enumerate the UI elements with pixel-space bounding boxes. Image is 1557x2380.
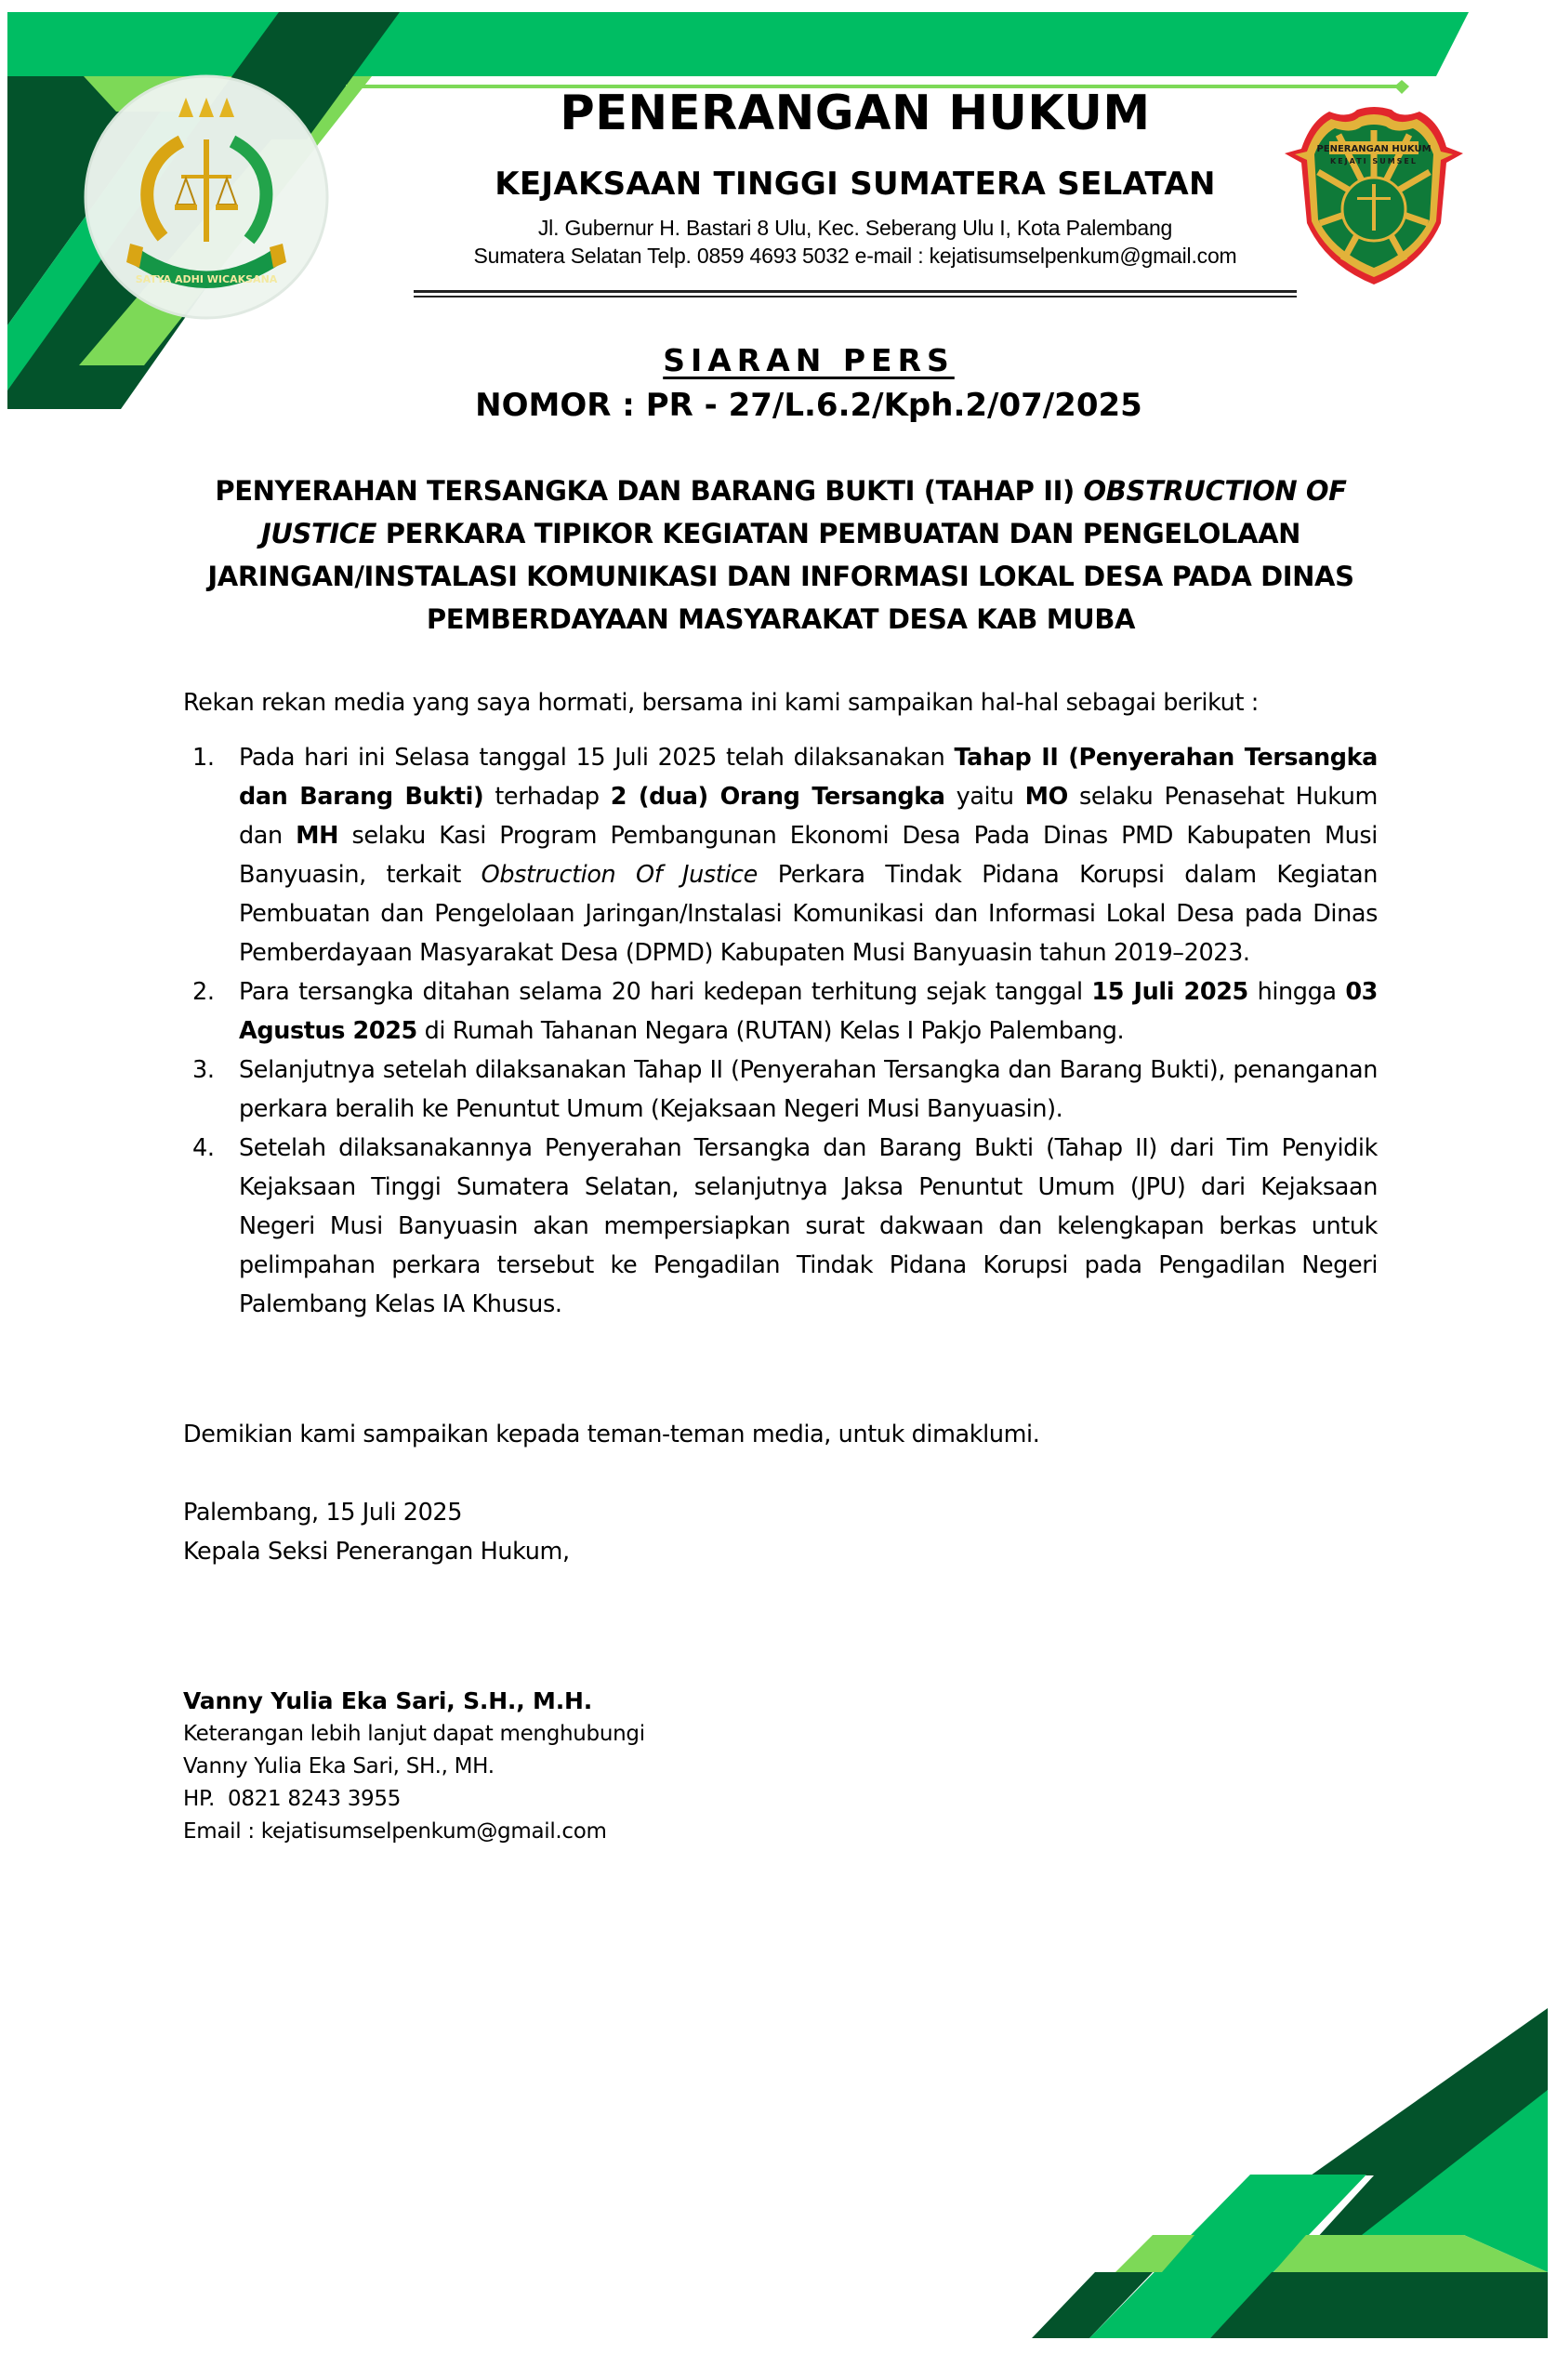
- signer-role: Kepala Seksi Penerangan Hukum,: [183, 1538, 570, 1566]
- headline-part-1: PENYERAHAN TERSANGKA DAN BARANG BUKTI (TAHAP II): [215, 475, 1084, 507]
- list-item: [183, 972, 1378, 1051]
- list-item-number: 2.: [192, 978, 215, 1006]
- list-item: [183, 1129, 1378, 1324]
- list-item-text: MO: [1024, 783, 1068, 811]
- list-item-text: hingga: [1247, 978, 1346, 1006]
- address-line-1: Jl. Gubernur H. Bastari 8 Ulu, Kec. Seberang Ulu I, Kota Palembang: [537, 216, 1173, 240]
- place-date: Palembang, 15 Juli 2025: [183, 1499, 463, 1527]
- headline-italic: OBSTRUCTION OF JUSTICE: [260, 475, 1347, 549]
- list-item: [183, 738, 1378, 972]
- list-item-text: selaku Kasi Program Pembangunan Ekonomi Desa Pada Dinas PMD Kabupaten Musi Banyuasin, terkait: [239, 822, 1378, 889]
- numbered-list: [183, 738, 1378, 1324]
- list-item-number: 4.: [192, 1134, 215, 1162]
- list-item-text: yaitu: [944, 783, 1025, 811]
- headline-part-3: PERKARA TIPIKOR KEGIATAN PEMBUATAN DAN PENGELOLAAN JARINGAN/INSTALASI KOMUNIKASI DAN INFORMASI LOKAL DESA PADA DINAS PEMBERDAYAAN MASYARAKAT DESA KAB MUBA: [207, 518, 1354, 635]
- contact-line-2: Vanny Yulia Eka Sari, SH., MH.: [183, 1754, 495, 1778]
- list-item-text: Pada hari ini Selasa tanggal 15 Juli 2025 telah dilaksanakan: [239, 744, 955, 772]
- headline: [177, 469, 1385, 641]
- list-item-number: 1.: [192, 744, 215, 772]
- list-item-number: 3.: [192, 1056, 215, 1084]
- address-line-2: Sumatera Selatan Telp. 0859 4693 5032 e-mail : kejatisumselpenkum@gmail.com: [473, 244, 1237, 268]
- list-item-text: 2 (dua) Orang Tersangka: [610, 783, 945, 811]
- list-item-text: MH: [296, 822, 339, 850]
- footer-decoration: [1032, 2008, 1548, 2338]
- header-divider-bottom: [414, 296, 1297, 298]
- list-item-text: selaku Penasehat Hukum dan: [239, 783, 1378, 850]
- signer-name: Vanny Yulia Eka Sari, S.H., M.H.: [183, 1687, 593, 1714]
- release-label: [0, 342, 1557, 378]
- list-item-text: di Rumah Tahanan Negara (RUTAN) Kelas I Pakjo Palembang.: [416, 1017, 1125, 1045]
- svg-text:PENERANGAN HUKUM: PENERANGAN HUKUM: [1316, 144, 1432, 154]
- contact-email[interactable]: Email : kejatisumselpenkum@gmail.com: [183, 1819, 607, 1844]
- list-item-text: Obstruction Of Justice: [481, 861, 758, 889]
- closing-paragraph: Demikian kami sampaikan kepada teman-teman media, untuk dimaklumi.: [183, 1421, 1040, 1448]
- page-title: PENERANGAN HUKUM: [560, 86, 1151, 141]
- list-item-text: Tahap II (Penyerahan Tersangka dan Barang Bukti): [239, 744, 1378, 811]
- list-item-text: Perkara Tindak Pidana Korupsi dalam Kegiatan Pembuatan dan Pengelolaan Jaringan/Instalasi Komunikasi dan Informasi Lokal Desa pada Dinas Pemberdayaan Masyarakat Desa (DPMD) Kabupaten Musi Banyuasin tahun 2019–2023.: [239, 861, 1379, 967]
- list-item-text: terhadap: [483, 783, 611, 811]
- contact-line-1: Keterangan lebih lanjut dapat menghubungi: [183, 1722, 645, 1746]
- svg-text:KEJATI SUMSEL: KEJATI SUMSEL: [1330, 157, 1418, 165]
- institution-name: KEJAKSAAN TINGGI SUMATERA SELATAN: [495, 165, 1216, 203]
- intro-paragraph: Rekan rekan media yang saya hormati, bersama ini kami sampaikan hal-hal sebagai berikut :: [183, 689, 1259, 717]
- penkum-shield-icon: [1285, 107, 1463, 284]
- list-item-text: Setelah dilaksanakannya Penyerahan Tersangka dan Barang Bukti (Tahap II) dari Tim Penyidik Kejaksaan Tinggi Sumatera Selatan, selanjutnya Jaksa Penuntut Umum (JPU) dari Kejaksaan Negeri Musi Banyuasin akan mempersiapkan surat dakwaan dan kelengkapan berkas untuk pelimpahan perkara tersebut ke Pengadilan Tindak Pidana Korupsi pada Pengadilan Negeri Palembang Kelas IA Khusus.: [239, 1134, 1378, 1318]
- header-accent-diamond: [1394, 80, 1409, 94]
- list-item: [183, 1051, 1378, 1129]
- release-label-text: SIARAN PERS: [663, 342, 955, 378]
- list-item-text: 03 Agustus 2025: [239, 978, 1378, 1045]
- list-item-text: Selanjutnya setelah dilaksanakan Tahap II (Penyerahan Tersangka dan Barang Bukti), penanganan perkara beralih ke Penuntut Umum (Kejaksaan Negeri Musi Banyuasin).: [239, 1056, 1378, 1123]
- kejaksaan-emblem-icon: [86, 76, 327, 318]
- contact-phone: HP. 0821 8243 3955: [183, 1787, 402, 1811]
- header-divider-top: [414, 290, 1297, 293]
- list-item-text: Para tersangka ditahan selama 20 hari kedepan terhitung sejak tanggal: [239, 978, 1092, 1006]
- header-green-bar: [7, 12, 1469, 76]
- svg-text:SATYA ADHI WICAKSANA: SATYA ADHI WICAKSANA: [135, 273, 278, 285]
- release-number: NOMOR : PR - 27/L.6.2/Kph.2/07/2025: [475, 387, 1142, 424]
- list-item-text: 15 Juli 2025: [1091, 978, 1248, 1006]
